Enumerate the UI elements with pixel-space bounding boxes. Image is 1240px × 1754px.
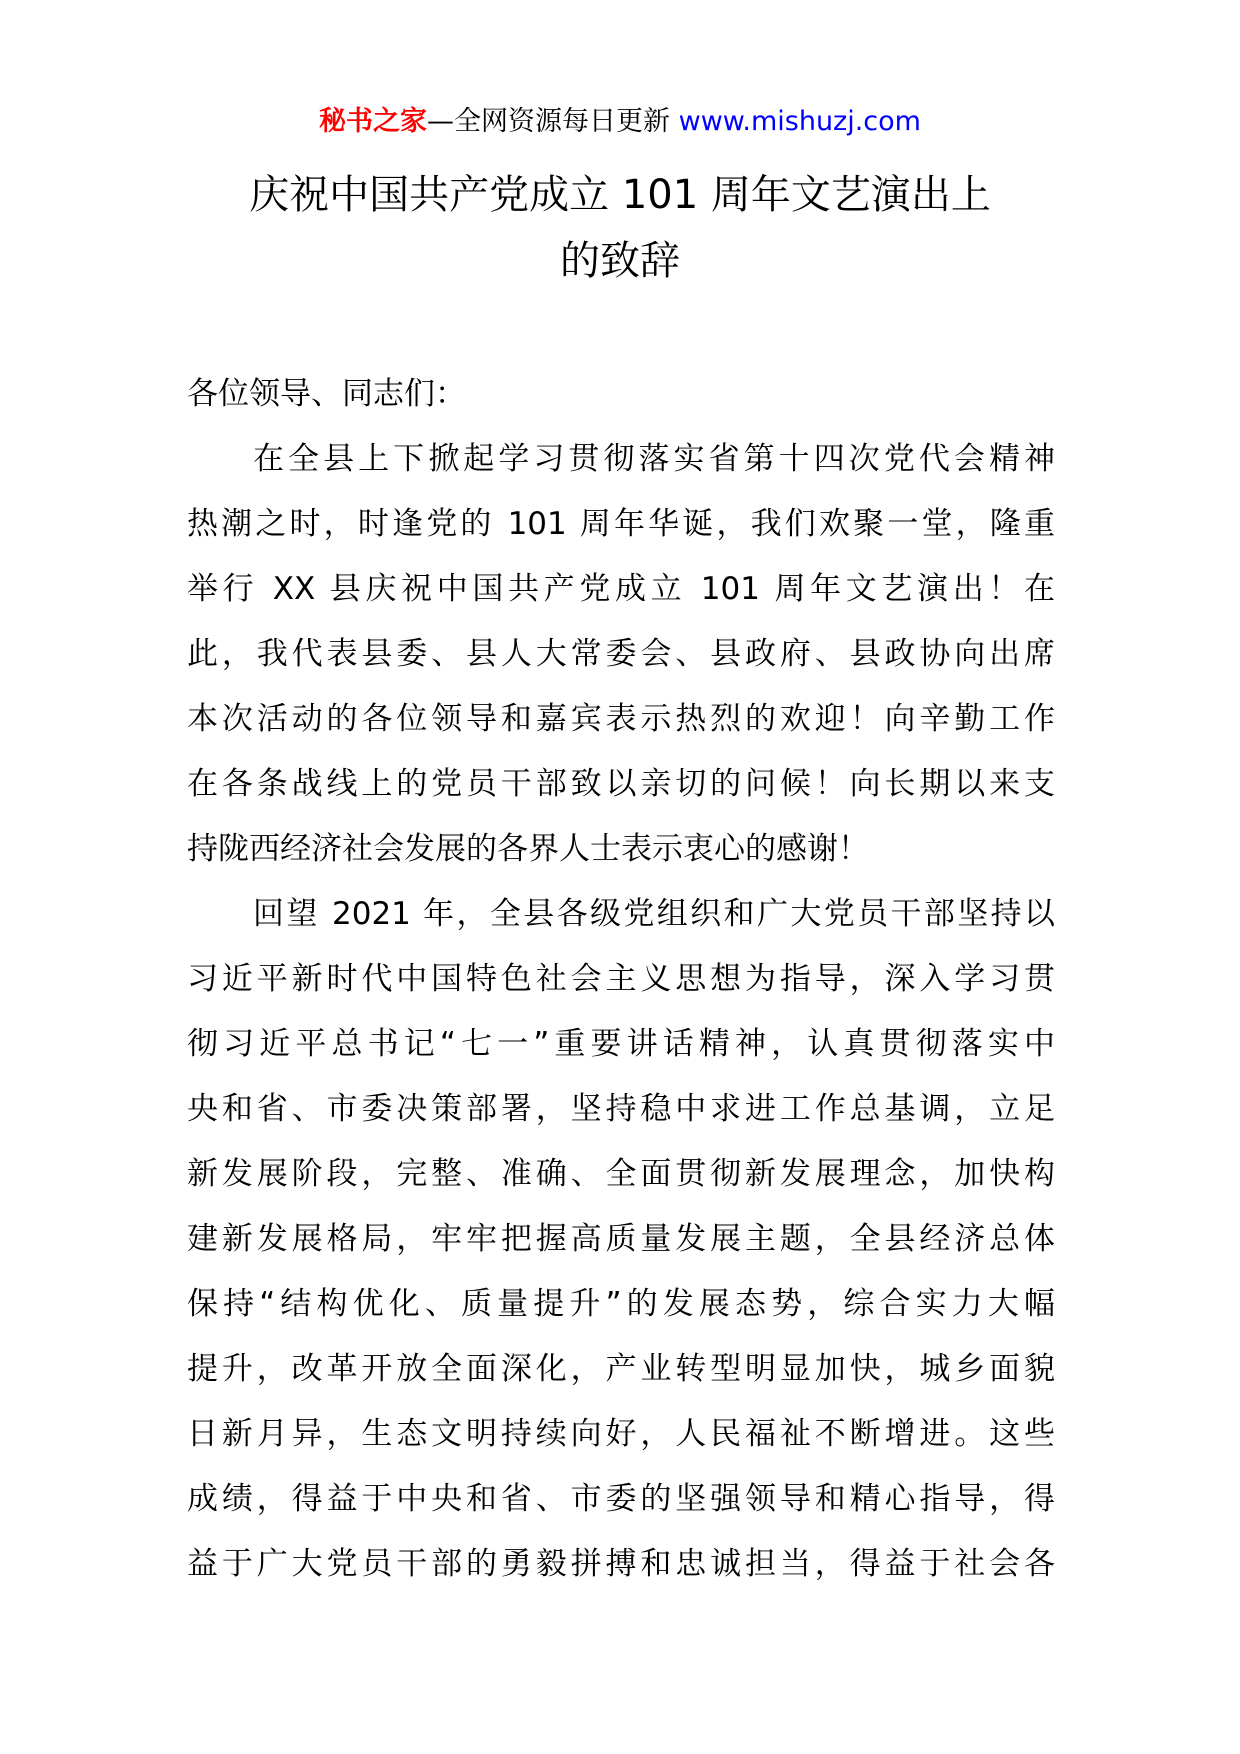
paragraph-line: 益于广大党员干部的勇毅拼搏和忠诚担当，得益于社会各 <box>187 1546 1055 1582</box>
header-tagline: —全网资源每日更新 <box>427 106 679 137</box>
paragraph-line: 本次活动的各位领导和嘉宾表示热烈的欢迎！向辛勤工作 <box>187 701 1055 737</box>
paragraph-line: 回望 2021 年，全县各级党组织和广大党员干部坚持以 <box>253 896 1055 932</box>
paragraph-1 <box>187 427 1055 882</box>
document-title <box>140 162 1100 294</box>
paragraph-2 <box>187 882 1055 1597</box>
paragraph-line: 央和省、市委决策部署，坚持稳中求进工作总基调，立足 <box>187 1091 1055 1127</box>
paragraph-line: 持陇西经济社会发展的各界人士表示衷心的感谢！ <box>187 831 869 867</box>
brand-name: 秘书之家 <box>319 106 428 137</box>
paragraph-line: 彻习近平总书记“七一”重要讲话精神，认真贯彻落实中 <box>187 1026 1055 1062</box>
paragraph-line: 在各条战线上的党员干部致以亲切的问候！向长期以来支 <box>187 766 1055 802</box>
title-line: 庆祝中国共产党成立 101 周年文艺演出上 <box>249 172 991 218</box>
paragraph-line: 提升，改革开放全面深化，产业转型明显加快，城乡面貌 <box>187 1351 1055 1387</box>
page-header <box>0 100 1240 144</box>
paragraph-line: 习近平新时代中国特色社会主义思想为指导，深入学习贯 <box>187 961 1055 997</box>
paragraph-line: 建新发展格局，牢牢把握高质量发展主题，全县经济总体 <box>187 1221 1055 1257</box>
paragraph-line: 热潮之时，时逢党的 101 周年华诞，我们欢聚一堂，隆重 <box>187 506 1055 542</box>
paragraph-line: 成绩，得益于中央和省、市委的坚强领导和精心指导，得 <box>187 1481 1055 1517</box>
title-line: 的致辞 <box>560 238 680 284</box>
salutation: 各位领导、同志们： <box>187 376 466 412</box>
paragraph-line: 此，我代表县委、县人大常委会、县政府、县政协向出席 <box>187 636 1055 672</box>
paragraph-line: 日新月异，生态文明持续向好，人民福祉不断增进。这些 <box>187 1416 1055 1452</box>
paragraph-line: 举行 XX 县庆祝中国共产党成立 101 周年文艺演出！在 <box>187 571 1055 607</box>
paragraph-line: 新发展阶段，完整、准确、全面贯彻新发展理念，加快构 <box>187 1156 1055 1192</box>
header-url-link[interactable]: www.mishuzj.com <box>678 106 921 137</box>
paragraph-line: 保持“结构优化、质量提升”的发展态势，综合实力大幅 <box>187 1286 1055 1322</box>
paragraph-line: 在全县上下掀起学习贯彻落实省第十四次党代会精神 <box>253 441 1055 477</box>
document-body <box>187 362 1055 1597</box>
